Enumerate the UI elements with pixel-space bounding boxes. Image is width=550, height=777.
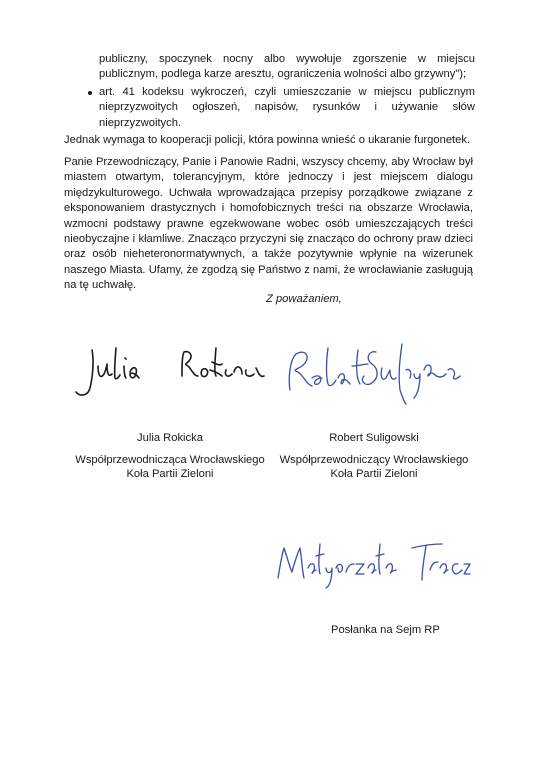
signatory-role-line1: Współprzewodniczący Wrocławskiego: [279, 454, 469, 466]
signatory-role-line2: Koła Partii Zieloni: [330, 468, 418, 480]
signatory-name: Julia Rokicka: [137, 432, 203, 444]
signatory-role-line1: Posłanka na Sejm RP: [331, 624, 440, 636]
paragraph-appeal: Panie Przewodniczący, Panie i Panowie Radni, wszyscy chcemy, aby Wrocław był miastem otwartym, tolerancyjnym, które jednoczy i jest miejscem dialogu międzykulturowego. Uchwała wprowadzająca przepisy porządkowe związane z eksponowaniem drastycznych i homofobicznych treści na obszarze Wrocławia, wzmocni podstawy prawne egzekwowane wobec osób umieszczających treści nieobyczajne i kłamliwe. Znacząco przyczyni się znacząco do ochrony praw dzieci oraz osób nieheteronormatywnych, a także pozytywnie wpłynie na wizerunek naszego Miasta. Ufamy, że zgodzą się Państwo z nami, że wrocławianie zasługują na tę uchwałę.: [64, 156, 473, 292]
bullet-continuation: publiczny, spoczynek nocny albo wywołuje zgorszenie w miejscu publicznym, podlega karze aresztu, ograniczenia wolności albo grzywny");: [99, 53, 475, 81]
signature-malgorzata-tracz: [272, 536, 472, 592]
bullet-dot: [88, 91, 92, 95]
signature-julia-rokicka: [70, 342, 270, 402]
signatory-role-line2: Koła Partii Zieloni: [126, 468, 214, 480]
paragraph-police-cooperation: Jednak wymaga to kooperacji policji, która powinna wnieść o ukaranie furgonetek.: [64, 134, 471, 146]
signatory-name: Robert Suligowski: [329, 432, 419, 444]
signature-robert-suligowski: [276, 340, 486, 410]
signatory-role-line1: Współprzewodnicząca Wrocławskiego: [75, 454, 265, 466]
closing-greeting: Z poważaniem,: [266, 293, 342, 305]
bullet-item-art41: art. 41 kodeksu wykroczeń, czyli umieszczanie w miejscu publicznym nieprzyzwoitych ogłoszeń, napisów, rysunków i używanie słów nieprzyzwoitych.: [99, 86, 475, 129]
